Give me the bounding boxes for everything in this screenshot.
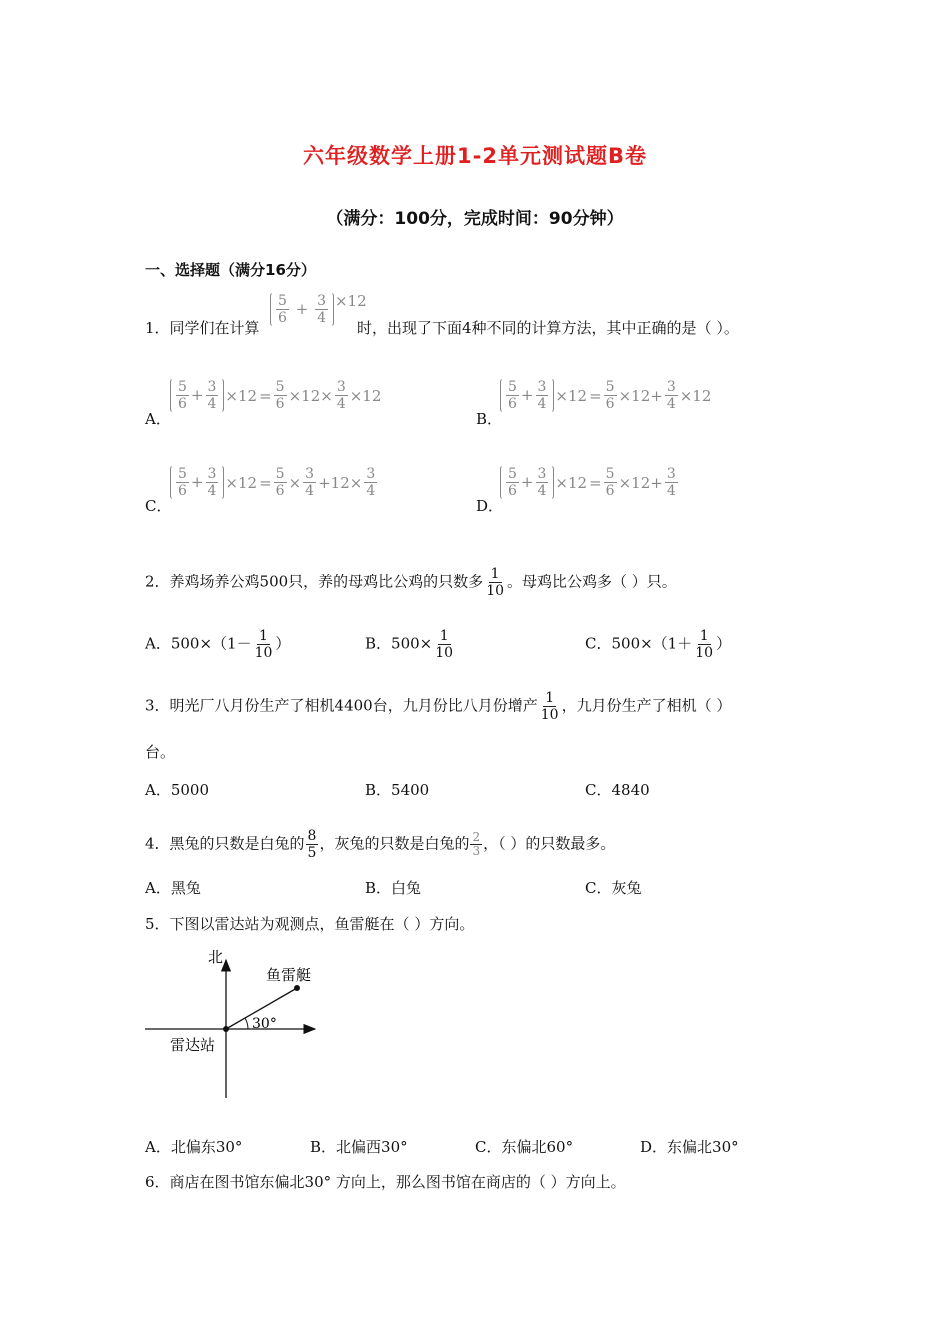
q5-option-d[interactable]: D．东偏北30° — [640, 1138, 739, 1156]
page-title: 六年级数学上册1-2单元测试题B卷 — [303, 144, 647, 168]
question-6: 6．商店在图书馆东偏北30° 方向上，那么图书馆在商店的（ ）方向上。 — [145, 1173, 626, 1191]
q5-option-c[interactable]: C．东偏北60° — [475, 1138, 574, 1156]
question-5: 5．下图以雷达站为观测点，鱼雷艇在（ ）方向。 — [145, 915, 475, 933]
q1-option-a-expr[interactable]: $\frac{5}{6}$ + $\frac{3}{4}$ ×12 = $\frac{5}{6}$ ×12× $\frac{3}{4}$ ×12 — [170, 378, 382, 413]
section-heading: 一、选择题（满分16分） — [145, 261, 316, 279]
q1-option-c-label[interactable]: C． — [145, 497, 172, 515]
q1-option-b-expr[interactable]: $\frac{5}{6}$ + $\frac{3}{4}$ ×12 = $\frac{5}{6}$ ×12+ $\frac{3}{4}$ ×12 — [500, 378, 712, 413]
q2-option-a[interactable]: A．500×（1－ $\frac{1}{10}$ ） — [145, 628, 291, 661]
q4-option-c[interactable]: C．灰兔 — [585, 879, 642, 897]
q1-prefix: 1．同学们在计算 — [145, 319, 260, 337]
q1-option-d-label[interactable]: D． — [476, 497, 504, 515]
q1-suffix: 时，出现了下面4种不同的计算方法，其中正确的是（ ）。 — [357, 319, 739, 337]
q1-option-c-expr[interactable]: $\frac{5}{6}$ + $\frac{3}{4}$ ×12 = $\frac{5}{6}$ × $\frac{3}{4}$ +12× $\frac{3}{4}$ — [170, 465, 378, 500]
radar-diagram — [140, 940, 340, 1105]
q4-option-b[interactable]: B．白兔 — [365, 879, 422, 897]
angle-arc — [245, 1018, 248, 1029]
q3-option-c[interactable]: C．4840 — [585, 781, 650, 799]
q4-option-a[interactable]: A．黑兔 — [145, 879, 201, 897]
question-1 — [145, 318, 260, 338]
q3-option-a[interactable]: A．5000 — [145, 781, 210, 799]
q1-expression: $\frac{5}{6}$ + $\frac{3}{4}$ ×12 — [270, 292, 368, 327]
page-subtitle: （满分：100分，完成时间：90分钟） — [326, 209, 624, 229]
question-3-line2: 台。 — [145, 743, 176, 761]
boat-label: 鱼雷艇 — [266, 966, 312, 984]
q2-option-b[interactable]: B．500× $\frac{1}{10}$ — [365, 628, 454, 661]
q1-option-b-label[interactable]: B． — [476, 410, 503, 428]
question-2: 2．养鸡场养公鸡500只，养的母鸡比公鸡的只数多 $\frac{1}{10}$ 。母鸡比公鸡多（ ）只。 — [145, 566, 677, 599]
question-3: 3．明光厂八月份生产了相机4400台，九月份比八月份增产 $\frac{1}{10}$ ，九月份生产了相机（ ） — [145, 690, 732, 723]
radar-station-point — [223, 1026, 229, 1032]
q1-option-d-expr[interactable]: $\frac{5}{6}$ + $\frac{3}{4}$ ×12 = $\frac{5}{6}$ ×12+ $\frac{3}{4}$ — [500, 465, 679, 500]
q5-option-a[interactable]: A．北偏东30° — [145, 1138, 243, 1156]
north-label: 北 — [208, 948, 224, 966]
boat-point — [294, 985, 300, 991]
question-4: 4．黑兔的只数是白兔的 $\frac{8}{5}$ ，灰兔的只数是白兔的 $\frac{2}{3}$ ，（ ）的只数最多。 — [145, 828, 616, 861]
angle-label: 30° — [252, 1016, 277, 1032]
station-label: 雷达站 — [170, 1036, 216, 1054]
q1-option-a-label[interactable]: A． — [145, 410, 171, 428]
q2-option-c[interactable]: C．500×（1＋ $\frac{1}{10}$ ） — [585, 628, 732, 661]
q5-option-b[interactable]: B．北偏西30° — [310, 1138, 408, 1156]
q3-option-b[interactable]: B．5400 — [365, 781, 430, 799]
